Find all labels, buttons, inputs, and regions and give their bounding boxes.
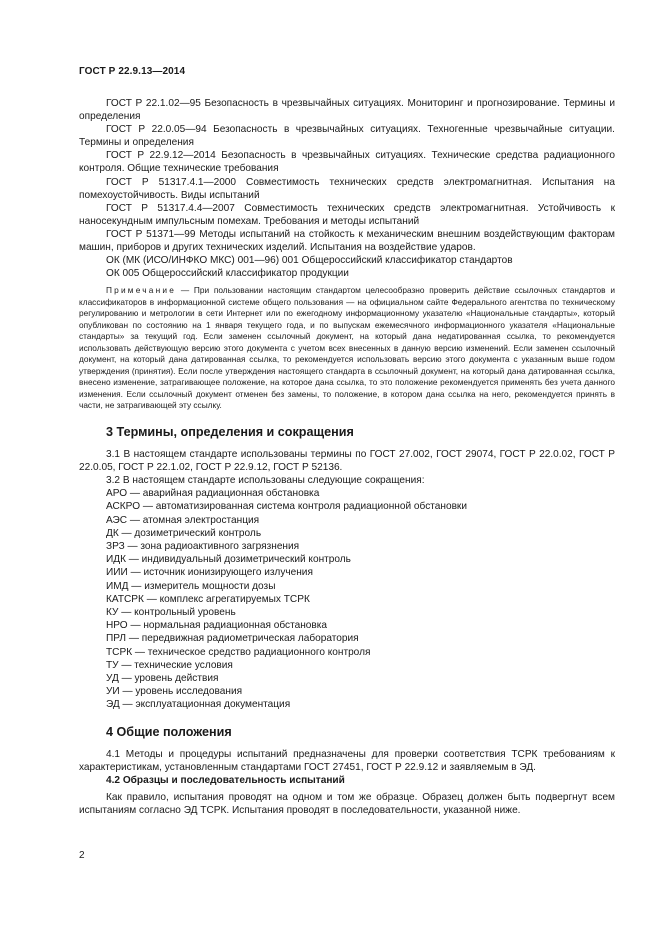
reference-item: ГОСТ Р 51371—99 Методы испытаний на стойкость к механическим внешним воздействующим факторам машин, приборов и других технических изделий. Испытания на воздействие ударов. — [79, 228, 615, 254]
reference-item: ГОСТ Р 51317.4.4—2007 Совместимость технических средств электромагнитная. Устойчивость к наносекундным импульсным помехам. Требования и методы испытаний — [79, 202, 615, 227]
reference-item: ГОСТ Р 51317.4.1—2000 Совместимость технических средств электромагнитная. Испытания на помехоустойчивость. Виды испытаний — [79, 176, 615, 201]
section-3-heading: 3 Термины, определения и сокращения — [106, 424, 354, 439]
abbreviation-item: АРО — аварийная радиационная обстановка — [106, 488, 320, 500]
section-4-heading: 4 Общие положения — [106, 724, 232, 739]
abbreviation-item: ИДК — индивидуальный дозиметрический контроль — [106, 554, 351, 566]
abbreviation-item: ТУ — технические условия — [106, 659, 233, 671]
clause-4-2-heading: 4.2 Образцы и последовательность испытаний — [106, 774, 345, 786]
abbreviation-item: НРО — нормальная радиационная обстановка — [106, 620, 328, 632]
abbreviation-item: КУ — контрольный уровень — [106, 606, 236, 618]
abbreviation-item: ЭД — эксплуатационная документация — [106, 699, 291, 711]
clause-4-2-text: Как правило, испытания проводят на одном и том же образце. Образец должен быть подвергнут всем испытаниям согласно ЭД ТСРК. Испытания проводят в последовательности, указанной ниже. — [79, 791, 615, 816]
reference-item: ГОСТ Р 22.9.12—2014 Безопасность в чрезвычайных ситуациях. Технические средства радиационного контроля. Общие технические требования — [79, 150, 615, 175]
abbreviations-list — [79, 487, 615, 711]
note-text: — При пользовании настоящим стандартом целесообразно проверить действие ссылочных стандартов и классификаторов в информационной системе общего пользования — на официальном сайте Федерального агентства по техническому регулированию и метрологии в сети Интернет или по ежегодному информационному указателю «Национальные стандарты», который опубликован по состоянию на 1 января текущего года, и по выпускам ежемесячного информационного указателя «Национальные стандарты» за текущий год. Если заменен ссылочный документ, на который дана недатированная ссылка, то рекомендуется использовать действующую версию этого документа с учетом всех внесенных в данную версию изменений. Если заменен ссылочный документ, на который дана датированная ссылка, то рекомендуется использовать версию этого документа с указанным выше годом утверждения (принятия). Если после утверждения настоящего стандарта в ссылочный документ, на который дана датированная ссылка, внесено изменение, затрагивающее положение, на которое дана ссылка, то это положение рекомендуется применять без учета данного изменения. Если ссылочный документ отменен без замены, то положение, в котором дана ссылка на него, рекомендуется принять в части, не затрагивающей эту ссылку. — [79, 285, 615, 411]
reference-item: ГОСТ Р 22.1.02—95 Безопасность в чрезвычайных ситуациях. Мониторинг и прогнозирование. Термины и определения — [79, 98, 615, 123]
reference-item: ГОСТ Р 22.0.05—94 Безопасность в чрезвычайных ситуациях. Техногенные чрезвычайные ситуации. Термины и определения — [79, 124, 615, 149]
references-list — [79, 97, 615, 280]
clause-4-1: 4.1 Методы и процедуры испытаний предназначены для проверки соответствия ТСРК требованиям к характеристикам, установленным стандартами ГОСТ 27451, ГОСТ Р 22.9.12 и заявляемым в ЭД. — [79, 748, 615, 773]
abbreviation-item: КАТСРК — комплекс агрегатируемых ТСРК — [106, 593, 310, 605]
clause-3-2: 3.2 В настоящем стандарте использованы следующие сокращения: — [106, 475, 425, 486]
abbreviation-item: ДК — дозиметрический контроль — [106, 527, 262, 539]
abbreviation-item: УИ — уровень исследования — [106, 686, 243, 698]
abbreviation-item: АСКРО — автоматизированная система контроля радиационной обстановки — [106, 501, 467, 513]
abbreviation-item: ТСРК — техническое средство радиационного контроля — [106, 646, 371, 658]
reference-item: ОК 005 Общероссийский классификатор продукции — [106, 268, 349, 280]
clause-3-1: 3.1 В настоящем стандарте использованы термины по ГОСТ 27.002, ГОСТ 29074, ГОСТ Р 22.0.02, ГОСТ Р 22.0.05, ГОСТ Р 22.1.02, ГОСТ Р 22.9.12, ГОСТ Р 52136. — [79, 448, 615, 473]
abbreviation-item: ПРЛ — передвижная радиометрическая лаборатория — [106, 633, 359, 645]
abbreviation-item: ЗРЗ — зона радиоактивного загрязнения — [106, 540, 300, 552]
abbreviation-item: ИМД — измеритель мощности дозы — [106, 580, 276, 592]
document-header: ГОСТ Р 22.9.13—2014 — [79, 66, 186, 77]
page-number: 2 — [79, 850, 85, 861]
abbreviation-item: АЭС — атомная электростанция — [106, 514, 260, 526]
abbreviation-item: ИИИ — источник ионизирующего излучения — [106, 567, 313, 579]
reference-item: ОК (МК (ИСО/ИНФКО МКС) 001—96) 001 Общероссийский классификатор стандартов — [106, 255, 513, 267]
document-body — [79, 97, 615, 817]
note-lead: Примечание — [106, 285, 177, 296]
note-paragraph — [79, 285, 615, 412]
abbreviation-item: УД — уровень действия — [106, 672, 219, 684]
